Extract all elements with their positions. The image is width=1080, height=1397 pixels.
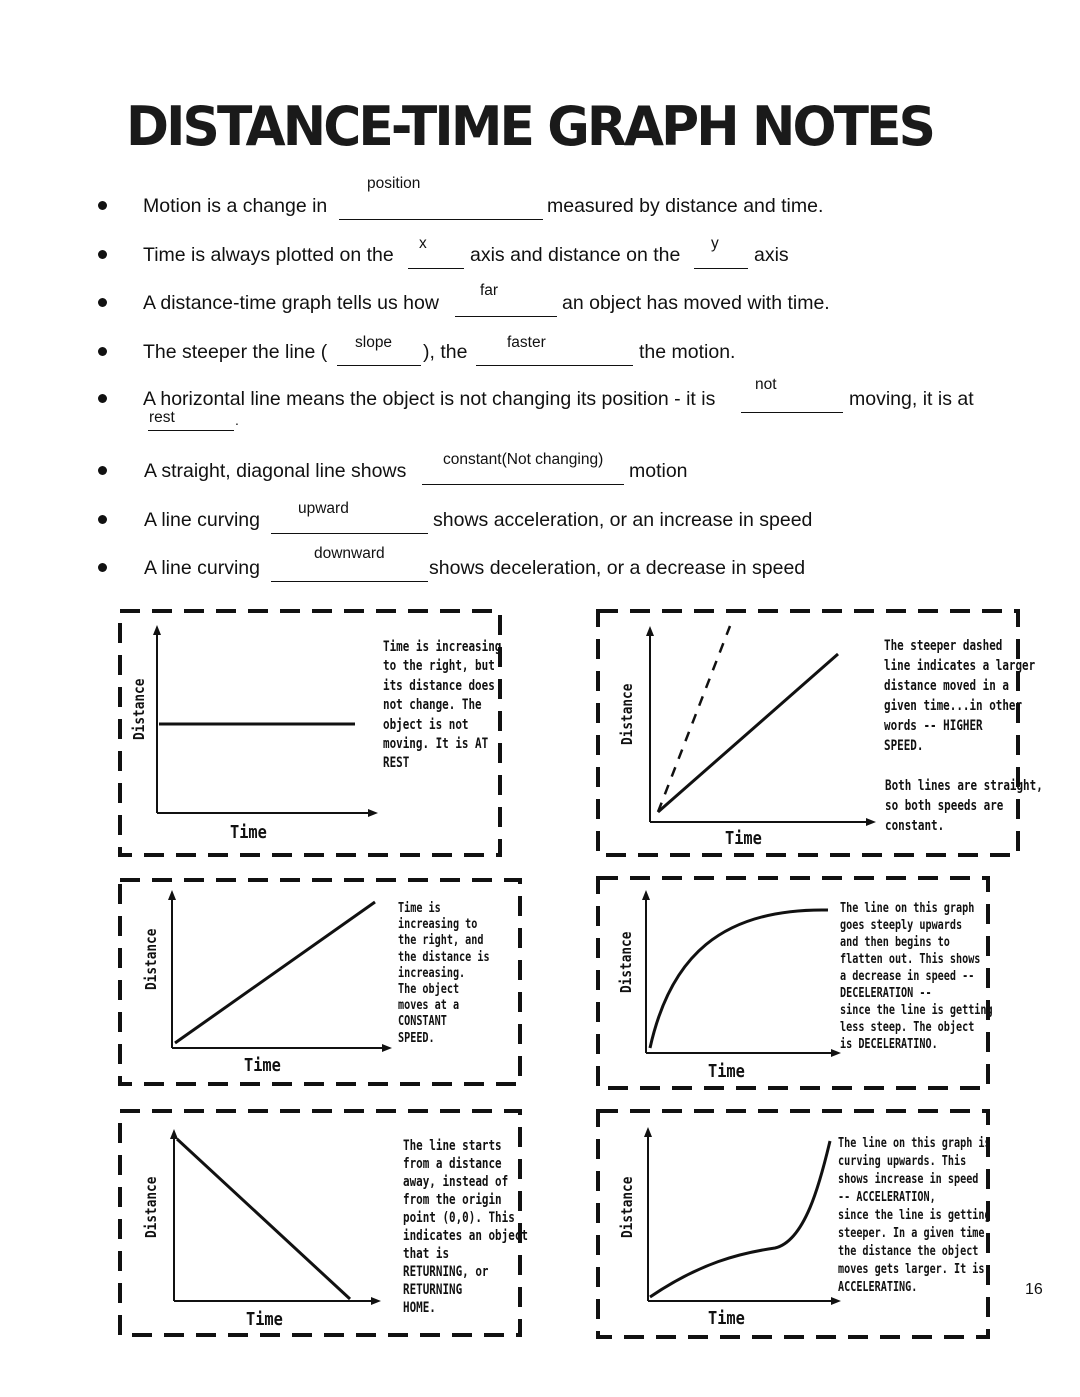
graph-panel-speeds — [590, 600, 1043, 865]
graph-line — [650, 1141, 830, 1297]
note-text: . — [235, 412, 239, 428]
answer-text: constant(Not changing) — [443, 451, 604, 468]
answer-blank — [271, 533, 428, 534]
y-axis-label: Distance — [617, 931, 635, 993]
note-text: A horizontal line means the object is not changing its position - it is — [143, 388, 716, 410]
answer-text: rest — [149, 409, 175, 426]
x-axis-arrow-icon — [866, 818, 876, 826]
answer-blank — [337, 365, 421, 366]
answer-text: y — [711, 235, 719, 252]
note-text: A straight, diagonal line shows — [144, 460, 407, 482]
note-line-6 — [96, 446, 996, 486]
y-axis-arrow-icon — [168, 890, 176, 900]
y-axis-arrow-icon — [644, 1127, 652, 1137]
y-axis-label: Distance — [142, 1176, 160, 1238]
answer-blank — [476, 365, 633, 366]
note-text: moving, it is at — [849, 388, 974, 410]
bullet-icon — [98, 201, 107, 210]
bullet-icon — [98, 250, 107, 259]
answer-text: upward — [298, 500, 349, 517]
y-axis-label: Distance — [130, 678, 148, 740]
answer-text: downward — [314, 545, 385, 562]
answer-blank — [455, 316, 557, 317]
graph-line — [650, 910, 828, 1048]
note-text: A line curving — [144, 509, 260, 531]
bullet-icon — [98, 298, 107, 307]
note-line-5 — [96, 374, 996, 436]
y-axis-arrow-icon — [646, 626, 654, 636]
note-text: shows acceleration, or an increase in speed — [433, 509, 813, 531]
x-axis-label: Time — [708, 1061, 745, 1082]
note-line-3 — [96, 278, 996, 318]
note-text: A line curving — [144, 557, 260, 579]
bullet-icon — [98, 466, 107, 475]
answer-blank — [339, 219, 543, 220]
note-line-4 — [96, 327, 996, 367]
graph-panel-acceleration — [590, 1103, 1000, 1343]
note-text: A distance-time graph tells us how — [143, 292, 439, 314]
note-text: The steeper the line ( — [143, 341, 328, 363]
x-axis-arrow-icon — [368, 809, 378, 817]
x-axis-label: Time — [230, 822, 267, 843]
note-text: axis and distance on the — [470, 244, 681, 266]
answer-text: position — [367, 175, 421, 192]
graph-note: Time is increasing to the right, and the distance is increasing. The object moves at a CONSTANT SPEED. — [398, 901, 490, 1046]
graph-line — [175, 902, 375, 1043]
page-number: 16 — [1025, 1281, 1043, 1298]
answer-text: faster — [507, 334, 546, 351]
note-text: shows deceleration, or a decrease in speed — [429, 557, 806, 579]
answer-text: far — [480, 282, 499, 299]
answer-text: x — [419, 235, 427, 252]
note-text: Time is always plotted on the — [143, 244, 394, 266]
graph-panel-returning — [110, 1103, 530, 1343]
x-axis-arrow-icon — [831, 1297, 841, 1305]
dashed-graph-line — [658, 626, 730, 812]
x-axis-arrow-icon — [371, 1297, 381, 1305]
y-axis-label: Distance — [142, 928, 160, 990]
answer-blank — [422, 484, 624, 485]
graph-line — [177, 1139, 350, 1299]
graph-panel-rest — [110, 600, 510, 865]
graph-panel-deceleration — [590, 868, 1000, 1096]
x-axis-label: Time — [708, 1308, 745, 1329]
answer-blank — [741, 412, 843, 413]
bullet-icon — [98, 347, 107, 356]
note-text: the motion. — [639, 341, 736, 363]
y-axis-arrow-icon — [642, 890, 650, 900]
note-text: Motion is a change in — [143, 195, 328, 217]
note-line-7 — [96, 495, 996, 535]
answer-blank — [148, 430, 234, 431]
note-text: measured by distance and time. — [547, 195, 824, 217]
page-title: DISTANCE-TIME GRAPH NOTES — [126, 95, 934, 158]
y-axis-label: Distance — [618, 683, 636, 745]
graph-note: The steeper dashed line indicates a larger distance moved in a given time...in other words -- HIGHER SPEED. — [884, 638, 1036, 754]
note-text: axis — [754, 244, 789, 266]
note-text: an object has moved with time. — [562, 292, 830, 314]
answer-text: not — [755, 376, 777, 393]
x-axis-label: Time — [244, 1055, 281, 1076]
note-text: ), the — [423, 341, 468, 363]
answer-blank — [271, 581, 428, 582]
answer-blank — [694, 268, 748, 269]
graph-line — [658, 654, 838, 812]
note-line-1 — [96, 175, 996, 221]
x-axis-arrow-icon — [382, 1044, 392, 1052]
bullet-icon — [98, 394, 107, 403]
graph-note: The line starts from a distance away, instead of from the origin point (0,0). This indicates an object that is RETURNING, or RETURNING HOME. — [403, 1138, 528, 1316]
graph-panel-constant — [110, 872, 530, 1094]
bullet-icon — [98, 563, 107, 572]
note-line-8 — [96, 543, 996, 583]
answer-text: slope — [355, 334, 393, 351]
answer-blank — [408, 268, 464, 269]
graph-note-2: Both lines are straight, so both speeds are constant. — [885, 778, 1043, 834]
y-axis-label: Distance — [618, 1176, 636, 1238]
note-line-2 — [96, 230, 996, 270]
y-axis-arrow-icon — [170, 1129, 178, 1139]
x-axis-label: Time — [725, 828, 762, 849]
graph-note: The line on this graph goes steeply upwards and then begins to flatten out. This shows a decrease in speed -- DECELERATION -- since the line is getting less steep. The object is DECELERATINO. — [840, 901, 993, 1052]
x-axis-label: Time — [246, 1309, 283, 1330]
bullet-icon — [98, 515, 107, 524]
graph-note: Time is increasing to the right, but its distance does not change. The object is not moving. It is AT REST — [383, 639, 502, 772]
note-text: motion — [629, 460, 688, 482]
graph-note: The line on this graph is curving upwards. This shows increase in speed -- ACCELERATION, since the line is getting steeper. In a given time the distance the object moves gets larger. It is ACCELERATING. — [838, 1136, 991, 1295]
y-axis-arrow-icon — [153, 625, 161, 635]
